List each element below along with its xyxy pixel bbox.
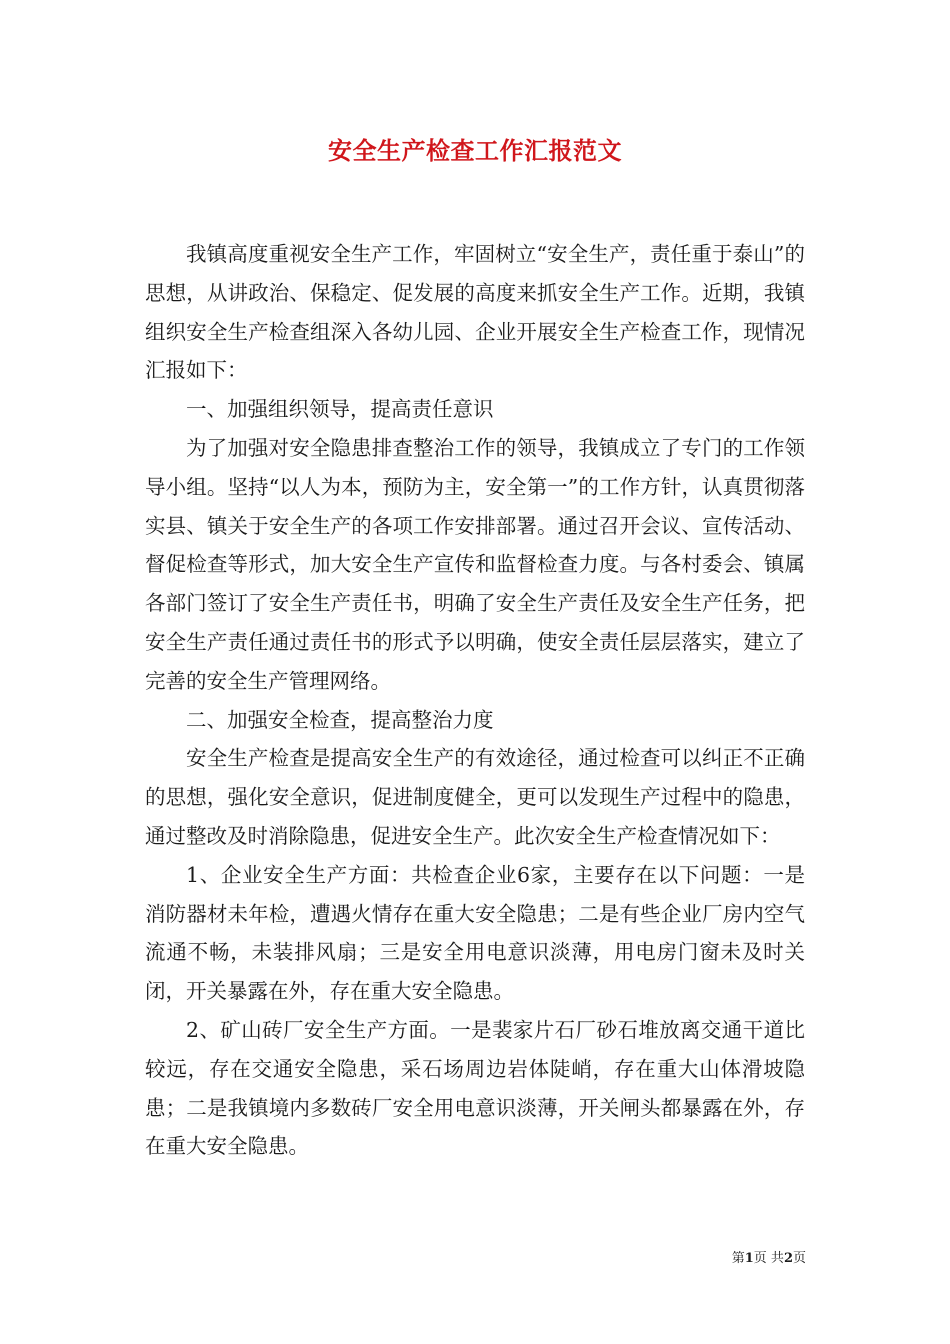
intro-paragraph: 我镇高度重视安全生产工作，牢固树立“安全生产，责任重于泰山”的思想，从讲政治、保稳定、促发展的高度来抓安全生产工作。近期，我镇组织安全生产检查组深入各幼儿园、企业开展安全生产检查工作，现情况汇报如下：	[145, 242, 805, 383]
section-2-paragraph: 安全生产检查是提高安全生产的有效途径，通过检查可以纠正不正确的思想，强化安全意识，促进制度健全，更可以发现生产过程中的隐患，通过整改及时消除隐患，促进安全生产。此次安全生产检查情况如下：	[145, 746, 805, 848]
page-footer	[0, 1247, 806, 1266]
item-2-paragraph: 2、矿山砖厂安全生产方面。一是裴家片石厂砂石堆放离交通干道比较远，存在交通安全隐患，采石场周边岩体陡峭，存在重大山体滑坡隐患；二是我镇境内多数砖厂安全用电意识淡薄，开关闸头都暴露在外，存在重大安全隐患。	[145, 1017, 805, 1159]
footer-middle: 页 共	[753, 1251, 784, 1266]
section-heading-2: 二、加强安全检查，提高整治力度	[186, 707, 494, 732]
footer-suffix: 页	[792, 1251, 806, 1266]
document-body	[145, 235, 805, 1166]
item-1-paragraph: 1、企业安全生产方面：共检查企业6家，主要存在以下问题：一是消防器材未年检，遭遇火情存在重大安全隐患；二是有些企业厂房内空气流通不畅，未装排风扇；三是安全用电意识淡薄，用电房门窗未及时关闭，开关暴露在外，存在重大安全隐患。	[145, 862, 805, 1004]
footer-current-page: 1	[744, 1251, 754, 1266]
section-heading-1: 一、加强组织领导，提高责任意识	[186, 397, 494, 422]
footer-total-pages: 2	[783, 1251, 793, 1266]
document-title: 安全生产检查工作汇报范文	[328, 136, 622, 165]
footer-prefix: 第	[731, 1251, 745, 1266]
section-1-paragraph: 为了加强对安全隐患排查整治工作的领导，我镇成立了专门的工作领导小组。坚持“以人为本，预防为主，安全第一”的工作方针，认真贯彻落实县、镇关于安全生产的各项工作安排部署。通过召开会议、宣传活动、督促检查等形式，加大安全生产宣传和监督检查力度。与各村委会、镇属各部门签订了安全生产责任书，明确了安全生产责任及安全生产任务，把安全生产责任通过责任书的形式予以明确，使安全责任层层落实，建立了完善的安全生产管理网络。	[145, 435, 805, 693]
